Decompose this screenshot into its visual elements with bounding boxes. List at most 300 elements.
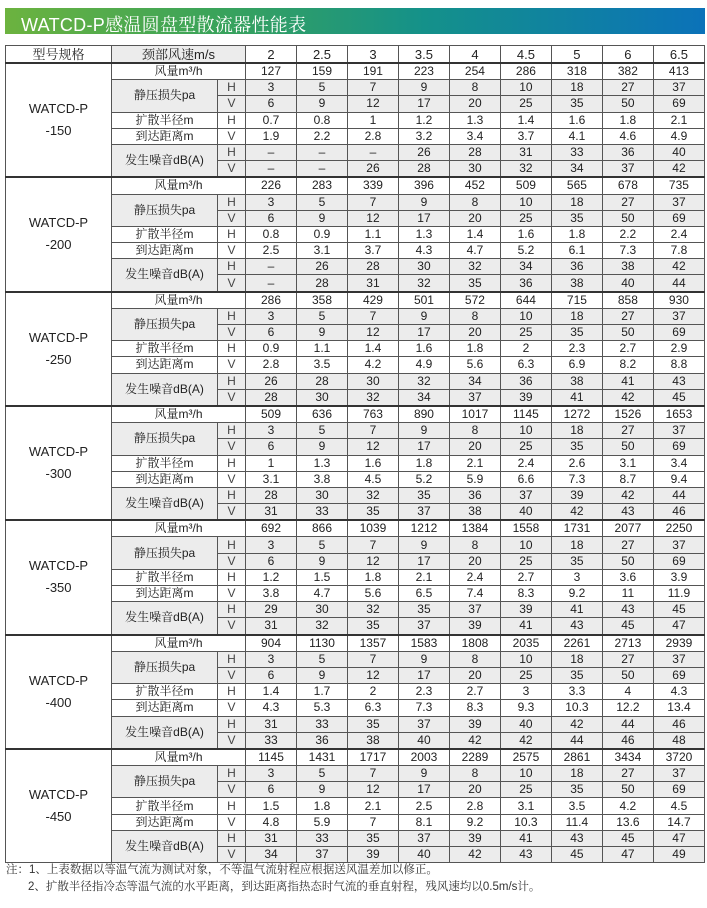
value-cell: 20 (449, 325, 500, 341)
value-cell: – (246, 259, 297, 275)
value-cell: 1.5 (297, 569, 348, 585)
value-cell: 10 (500, 766, 551, 782)
value-cell: 1.2 (398, 112, 449, 128)
value-cell: 20 (449, 96, 500, 112)
value-cell: 18 (551, 80, 602, 96)
value-cell: 35 (551, 210, 602, 226)
value-cell: 29 (246, 602, 297, 618)
value-cell: 34 (449, 373, 500, 389)
value-cell: 32 (449, 259, 500, 275)
performance-table (5, 45, 705, 863)
value-cell: 45 (653, 602, 704, 618)
value-cell: 715 (551, 292, 602, 309)
value-cell: 5.9 (297, 814, 348, 830)
value-cell: 9.3 (500, 700, 551, 716)
value-cell: 8.1 (398, 814, 449, 830)
value-cell: 25 (500, 782, 551, 798)
model-name-line: WATCD-P (28, 558, 89, 574)
value-cell: 10.3 (551, 700, 602, 716)
value-cell: 43 (500, 847, 551, 863)
value-cell: 2.2 (297, 128, 348, 144)
value-cell: 37 (653, 308, 704, 324)
model-name-line: -150 (45, 123, 72, 139)
param-label: 静压损失pa (112, 651, 218, 683)
hv-label: H (218, 455, 246, 471)
value-cell: 4.3 (246, 700, 297, 716)
value-cell: 46 (653, 716, 704, 732)
value-cell: 1039 (347, 520, 398, 537)
value-cell: 2.8 (246, 357, 297, 373)
value-cell: 47 (653, 618, 704, 635)
value-cell: 0.8 (246, 226, 297, 242)
value-cell: 31 (246, 618, 297, 635)
value-cell: 2 (347, 684, 398, 700)
value-cell: 1.8 (398, 455, 449, 471)
hv-label: V (218, 96, 246, 112)
value-cell: 7.3 (602, 243, 653, 259)
value-cell: 27 (602, 537, 653, 553)
value-cell: 890 (398, 406, 449, 423)
value-cell: 0.9 (246, 341, 297, 357)
value-cell: 28 (297, 373, 348, 389)
value-cell: 31 (347, 275, 398, 292)
value-cell: 3.7 (347, 243, 398, 259)
value-cell: 50 (602, 553, 653, 569)
value-cell: 43 (551, 618, 602, 635)
value-cell: 6.1 (551, 243, 602, 259)
value-cell: 9 (297, 96, 348, 112)
hv-label: V (218, 325, 246, 341)
value-cell: 17 (398, 96, 449, 112)
param-label: 到达距离m (112, 243, 218, 259)
value-cell: 35 (347, 830, 398, 846)
model-name-line: -450 (45, 809, 72, 825)
value-cell: 47 (653, 830, 704, 846)
param-label: 发生噪音dB(A) (112, 259, 218, 292)
hv-label: V (218, 847, 246, 863)
value-cell: 45 (602, 830, 653, 846)
value-cell: 2 (500, 341, 551, 357)
value-cell: 1145 (500, 406, 551, 423)
param-label: 扩散半径m (112, 112, 218, 128)
value-cell: 47 (602, 847, 653, 863)
param-label: 发生噪音dB(A) (112, 487, 218, 520)
model-name (6, 520, 112, 634)
value-cell: 27 (602, 651, 653, 667)
value-cell: 2861 (551, 749, 602, 766)
value-cell: 4.7 (297, 586, 348, 602)
value-cell: 33 (551, 144, 602, 160)
param-label: 风量m³/h (112, 749, 246, 766)
value-cell: 1731 (551, 520, 602, 537)
value-cell: 10 (500, 308, 551, 324)
value-cell: 25 (500, 667, 551, 683)
value-cell: 3.1 (246, 471, 297, 487)
param-label: 扩散半径m (112, 455, 218, 471)
value-cell: 37 (297, 847, 348, 863)
value-cell: 5 (297, 766, 348, 782)
value-cell: 30 (297, 389, 348, 406)
header-model: 型号规格 (6, 46, 112, 64)
value-cell: 39 (449, 618, 500, 635)
value-cell: 1.2 (246, 569, 297, 585)
value-cell: 0.9 (297, 226, 348, 242)
value-cell: 735 (653, 177, 704, 194)
value-cell: 452 (449, 177, 500, 194)
param-label: 到达距离m (112, 128, 218, 144)
value-cell: 38 (551, 275, 602, 292)
param-label: 风量m³/h (112, 177, 246, 194)
value-cell: 37 (449, 602, 500, 618)
value-cell: 42 (551, 716, 602, 732)
hv-label: V (218, 618, 246, 635)
value-cell: 36 (500, 275, 551, 292)
value-cell: 6 (246, 210, 297, 226)
value-cell: – (246, 144, 297, 160)
value-cell: 3.1 (500, 798, 551, 814)
hv-label: V (218, 389, 246, 406)
value-cell: 40 (398, 732, 449, 749)
value-cell: 501 (398, 292, 449, 309)
value-cell: 1130 (297, 635, 348, 652)
value-cell: 28 (398, 161, 449, 178)
model-name-line: WATCD-P (28, 787, 89, 803)
value-cell: 69 (653, 96, 704, 112)
value-cell: 930 (653, 292, 704, 309)
value-cell: 1717 (347, 749, 398, 766)
value-cell: 1.4 (500, 112, 551, 128)
value-cell: 9 (398, 423, 449, 439)
model-name-line: WATCD-P (28, 672, 89, 688)
hv-label: V (218, 814, 246, 830)
value-cell: 226 (246, 177, 297, 194)
value-cell: 39 (500, 602, 551, 618)
value-cell: 30 (347, 373, 398, 389)
value-cell: 18 (551, 651, 602, 667)
value-cell: 40 (653, 144, 704, 160)
value-cell: 36 (551, 259, 602, 275)
value-cell: 3434 (602, 749, 653, 766)
value-cell: 636 (297, 406, 348, 423)
value-cell: 38 (602, 259, 653, 275)
value-cell: 38 (449, 504, 500, 521)
value-cell: 26 (246, 373, 297, 389)
value-cell: 10.3 (500, 814, 551, 830)
value-cell: 35 (551, 325, 602, 341)
value-cell: 3.4 (653, 455, 704, 471)
param-label: 扩散半径m (112, 341, 218, 357)
model-name-line: WATCD-P (28, 101, 89, 117)
value-cell: 39 (551, 487, 602, 503)
value-cell: 2289 (449, 749, 500, 766)
value-cell: 32 (347, 389, 398, 406)
value-cell: 8.7 (602, 471, 653, 487)
hv-label: V (218, 439, 246, 455)
value-cell: 127 (246, 63, 297, 80)
value-cell: 12 (347, 439, 398, 455)
value-cell: 69 (653, 325, 704, 341)
param-label: 风量m³/h (112, 63, 246, 80)
value-cell: 9 (398, 308, 449, 324)
value-cell: 7 (347, 766, 398, 782)
value-cell: 36 (500, 373, 551, 389)
value-cell: 37 (653, 537, 704, 553)
header-speed: 2 (246, 46, 297, 64)
value-cell: 3 (246, 651, 297, 667)
value-cell: 8 (449, 308, 500, 324)
param-label: 到达距离m (112, 586, 218, 602)
value-cell: 27 (602, 766, 653, 782)
value-cell: 2.4 (500, 455, 551, 471)
value-cell: 5 (297, 308, 348, 324)
value-cell: 25 (500, 96, 551, 112)
value-cell: 18 (551, 194, 602, 210)
value-cell: 50 (602, 325, 653, 341)
hv-label: H (218, 766, 246, 782)
value-cell: 43 (551, 830, 602, 846)
param-label: 发生噪音dB(A) (112, 716, 218, 749)
value-cell: 7 (347, 194, 398, 210)
value-cell: 39 (500, 389, 551, 406)
value-cell: 4.2 (347, 357, 398, 373)
model-name (6, 635, 112, 749)
hv-label: V (218, 553, 246, 569)
param-label: 静压损失pa (112, 537, 218, 569)
value-cell: 1558 (500, 520, 551, 537)
header-speed: 3.5 (398, 46, 449, 64)
value-cell: – (246, 161, 297, 178)
value-cell: 50 (602, 782, 653, 798)
value-cell: 2250 (653, 520, 704, 537)
value-cell: 3.6 (602, 569, 653, 585)
value-cell: 25 (500, 210, 551, 226)
value-cell: 40 (398, 847, 449, 863)
value-cell: 1.8 (551, 226, 602, 242)
value-cell: 1.1 (297, 341, 348, 357)
value-cell: 45 (551, 847, 602, 863)
value-cell: 43 (653, 373, 704, 389)
value-cell: 7 (347, 308, 398, 324)
hv-label: V (218, 128, 246, 144)
value-cell: 6.5 (398, 586, 449, 602)
value-cell: 3.1 (297, 243, 348, 259)
value-cell: 2.7 (449, 684, 500, 700)
table-row (6, 292, 705, 309)
value-cell: 339 (347, 177, 398, 194)
value-cell: 44 (653, 275, 704, 292)
value-cell: 2077 (602, 520, 653, 537)
hv-label: H (218, 423, 246, 439)
value-cell: 9 (297, 439, 348, 455)
value-cell: 37 (653, 651, 704, 667)
value-cell: 4.6 (602, 128, 653, 144)
value-cell: 3 (246, 308, 297, 324)
value-cell: 5.3 (297, 700, 348, 716)
value-cell: 1.7 (297, 684, 348, 700)
value-cell: – (347, 144, 398, 160)
value-cell: 42 (449, 847, 500, 863)
value-cell: 5.6 (347, 586, 398, 602)
hv-label: V (218, 586, 246, 602)
value-cell: 1145 (246, 749, 297, 766)
value-cell: 46 (653, 504, 704, 521)
value-cell: 28 (246, 487, 297, 503)
param-label: 到达距离m (112, 471, 218, 487)
value-cell: 2.7 (602, 341, 653, 357)
value-cell: 4.7 (449, 243, 500, 259)
value-cell: 35 (398, 602, 449, 618)
value-cell: 565 (551, 177, 602, 194)
hv-label: V (218, 700, 246, 716)
value-cell: 1.6 (398, 341, 449, 357)
value-cell: 32 (398, 373, 449, 389)
model-name-line: WATCD-P (28, 329, 89, 345)
value-cell: 46 (602, 732, 653, 749)
value-cell: 5 (297, 651, 348, 667)
value-cell: 40 (500, 504, 551, 521)
value-cell: 1017 (449, 406, 500, 423)
model-name-line: WATCD-P (28, 444, 89, 460)
hv-label: V (218, 357, 246, 373)
value-cell: 9.2 (551, 586, 602, 602)
value-cell: 9 (398, 537, 449, 553)
value-cell: 12 (347, 782, 398, 798)
model-name-line: WATCD-P (28, 215, 89, 231)
value-cell: 3.1 (602, 455, 653, 471)
value-cell: 1.8 (449, 341, 500, 357)
value-cell: 858 (602, 292, 653, 309)
value-cell: 36 (602, 144, 653, 160)
value-cell: 572 (449, 292, 500, 309)
value-cell: 17 (398, 553, 449, 569)
value-cell: 4.1 (551, 128, 602, 144)
value-cell: 2.3 (551, 341, 602, 357)
hv-label: H (218, 144, 246, 160)
value-cell: 20 (449, 782, 500, 798)
value-cell: 5 (297, 80, 348, 96)
value-cell: 9 (297, 325, 348, 341)
value-cell: 50 (602, 210, 653, 226)
value-cell: 35 (551, 439, 602, 455)
value-cell: 9 (398, 766, 449, 782)
value-cell: 37 (653, 80, 704, 96)
value-cell: 644 (500, 292, 551, 309)
value-cell: 6 (246, 553, 297, 569)
value-cell: 8 (449, 766, 500, 782)
value-cell: 1212 (398, 520, 449, 537)
value-cell: 30 (297, 487, 348, 503)
hv-label: H (218, 80, 246, 96)
value-cell: 413 (653, 63, 704, 80)
value-cell: 286 (500, 63, 551, 80)
value-cell: 3 (551, 569, 602, 585)
value-cell: 40 (602, 275, 653, 292)
value-cell: 32 (398, 275, 449, 292)
value-cell: 18 (551, 537, 602, 553)
value-cell: 33 (297, 830, 348, 846)
model-name (6, 177, 112, 291)
value-cell: 37 (500, 487, 551, 503)
value-cell: 223 (398, 63, 449, 80)
value-cell: 7 (347, 651, 398, 667)
value-cell: 32 (297, 618, 348, 635)
hv-label: V (218, 732, 246, 749)
value-cell: 42 (551, 504, 602, 521)
param-label: 扩散半径m (112, 569, 218, 585)
value-cell: 39 (449, 716, 500, 732)
value-cell: – (246, 275, 297, 292)
value-cell: 1526 (602, 406, 653, 423)
value-cell: 1 (246, 455, 297, 471)
value-cell: 26 (297, 259, 348, 275)
hv-label: H (218, 684, 246, 700)
value-cell: 34 (551, 161, 602, 178)
value-cell: 14.7 (653, 814, 704, 830)
value-cell: 6 (246, 782, 297, 798)
value-cell: 1.6 (347, 455, 398, 471)
value-cell: 1357 (347, 635, 398, 652)
value-cell: 34 (246, 847, 297, 863)
value-cell: 9 (398, 651, 449, 667)
value-cell: 9 (297, 210, 348, 226)
value-cell: 254 (449, 63, 500, 80)
value-cell: 11 (602, 586, 653, 602)
header-speed: 4.5 (500, 46, 551, 64)
model-name (6, 406, 112, 520)
value-cell: 31 (246, 830, 297, 846)
value-cell: 41 (551, 602, 602, 618)
value-cell: 36 (449, 487, 500, 503)
value-cell: 42 (602, 389, 653, 406)
value-cell: 1.6 (500, 226, 551, 242)
value-cell: 7.8 (653, 243, 704, 259)
value-cell: 12.2 (602, 700, 653, 716)
value-cell: 27 (602, 423, 653, 439)
hv-label: V (218, 782, 246, 798)
param-label: 到达距离m (112, 700, 218, 716)
value-cell: 40 (500, 716, 551, 732)
value-cell: 42 (653, 161, 704, 178)
value-cell: 42 (500, 732, 551, 749)
value-cell: 35 (449, 275, 500, 292)
value-cell: 35 (551, 782, 602, 798)
value-cell: 17 (398, 439, 449, 455)
value-cell: 1.4 (347, 341, 398, 357)
value-cell: 1.4 (449, 226, 500, 242)
value-cell: 1.8 (602, 112, 653, 128)
value-cell: 509 (246, 406, 297, 423)
value-cell: 42 (653, 259, 704, 275)
value-cell: 3 (246, 423, 297, 439)
value-cell: 33 (297, 504, 348, 521)
value-cell: 37 (398, 618, 449, 635)
value-cell: 2713 (602, 635, 653, 652)
value-cell: 20 (449, 553, 500, 569)
header-speed: 4 (449, 46, 500, 64)
header-speed: 6.5 (653, 46, 704, 64)
value-cell: 10 (500, 651, 551, 667)
value-cell: 38 (347, 732, 398, 749)
value-cell: 33 (297, 716, 348, 732)
hv-label: H (218, 651, 246, 667)
table-row (6, 63, 705, 80)
value-cell: 7 (347, 423, 398, 439)
value-cell: 2.6 (551, 455, 602, 471)
value-cell: 2.1 (347, 798, 398, 814)
value-cell: 13.4 (653, 700, 704, 716)
value-cell: 20 (449, 667, 500, 683)
value-cell: 28 (449, 144, 500, 160)
